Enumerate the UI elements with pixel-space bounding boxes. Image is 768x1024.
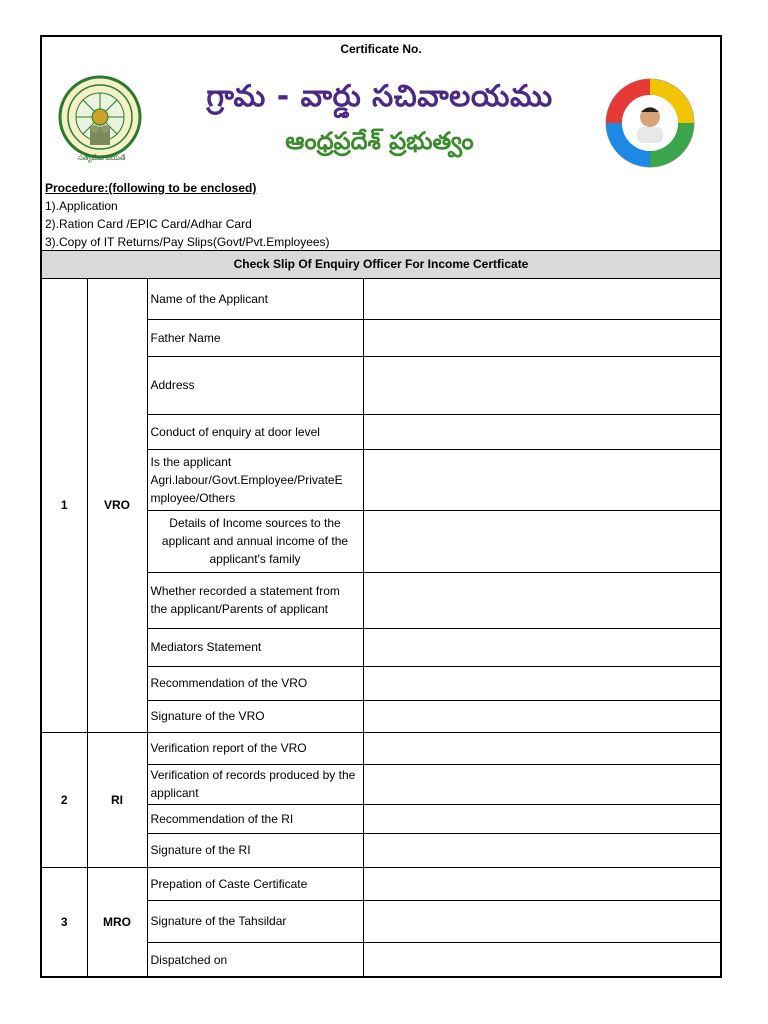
check-item-label: Conduct of enquiry at door level <box>147 414 363 449</box>
check-item-entry[interactable] <box>363 449 720 510</box>
check-item-label: Father Name <box>147 319 363 356</box>
table-row <box>42 867 720 900</box>
officer-cell: RI <box>87 732 147 867</box>
title-ap-government: ఆంధ్రప్రదేశ్ ప్రభుత్వం <box>285 127 474 155</box>
check-item-entry[interactable] <box>363 764 720 804</box>
check-item-label: Details of Income sources to the applicant and annual income of the applicant's family <box>147 510 363 572</box>
check-item-label: Dispatched on <box>147 942 363 977</box>
procedure-item: 2).Ration Card /EPIC Card/Adhar Card <box>45 217 252 231</box>
procedure-block <box>45 179 330 251</box>
procedure-item: 3).Copy of IT Returns/Pay Slips(Govt/Pvt.Employees) <box>45 235 330 249</box>
check-item-label: Prepation of Caste Certificate <box>147 867 363 900</box>
procedure-item: 1).Application <box>45 199 118 213</box>
certificate-number-label: Certificate No. <box>340 42 422 56</box>
check-item-label: Recommendation of the VRO <box>147 666 363 700</box>
check-item-entry[interactable] <box>363 833 720 867</box>
check-item-label: Recommendation of the RI <box>147 804 363 833</box>
navaratnalu-photo-logo-icon <box>604 77 696 169</box>
check-item-entry[interactable] <box>363 319 720 356</box>
check-item-label: Verification report of the VRO <box>147 732 363 764</box>
check-item-label: Mediators Statement <box>147 628 363 666</box>
check-item-entry[interactable] <box>363 804 720 833</box>
check-item-label: Verification of records produced by the applicant <box>147 764 363 804</box>
check-item-entry[interactable] <box>363 942 720 977</box>
check-item-entry[interactable] <box>363 732 720 764</box>
check-item-entry[interactable] <box>363 572 720 628</box>
enquiry-check-table <box>42 279 720 978</box>
serial-number-cell: 2 <box>42 732 87 867</box>
check-item-entry[interactable] <box>363 700 720 732</box>
check-item-label: Name of the Applicant <box>147 279 363 319</box>
check-item-label: Whether recorded a statement from the applicant/Parents of applicant <box>147 572 363 628</box>
procedure-heading: Procedure:(following to be enclosed) <box>45 181 257 195</box>
section-title-band: Check Slip Of Enquiry Officer For Income Certficate <box>42 250 720 279</box>
officer-cell: MRO <box>87 867 147 977</box>
andhra-pradesh-emblem-icon <box>54 75 146 167</box>
title-grama-ward-sachivalayam: గ్రామ - వార్డు సచివాలయము <box>206 79 553 114</box>
certificate-sheet <box>40 35 722 978</box>
check-item-label: Signature of the RI <box>147 833 363 867</box>
check-item-entry[interactable] <box>363 867 720 900</box>
serial-number-cell: 3 <box>42 867 87 977</box>
check-item-entry[interactable] <box>363 666 720 700</box>
table-row <box>42 732 720 764</box>
check-item-entry[interactable] <box>363 414 720 449</box>
emblem-motto: సత్యమేవ జయతే <box>78 155 126 162</box>
check-item-label: Signature of the VRO <box>147 700 363 732</box>
check-item-entry[interactable] <box>363 510 720 572</box>
serial-number-cell: 1 <box>42 279 87 732</box>
check-item-entry[interactable] <box>363 279 720 319</box>
table-row <box>42 279 720 319</box>
check-item-label: Signature of the Tahsildar <box>147 900 363 942</box>
check-item-entry[interactable] <box>363 900 720 942</box>
officer-cell: VRO <box>87 279 147 732</box>
check-item-label: Is the applicant Agri.labour/Govt.Employee/PrivateE mployee/Others <box>147 449 363 510</box>
check-item-entry[interactable] <box>363 356 720 414</box>
check-item-entry[interactable] <box>363 628 720 666</box>
check-item-label: Address <box>147 356 363 414</box>
